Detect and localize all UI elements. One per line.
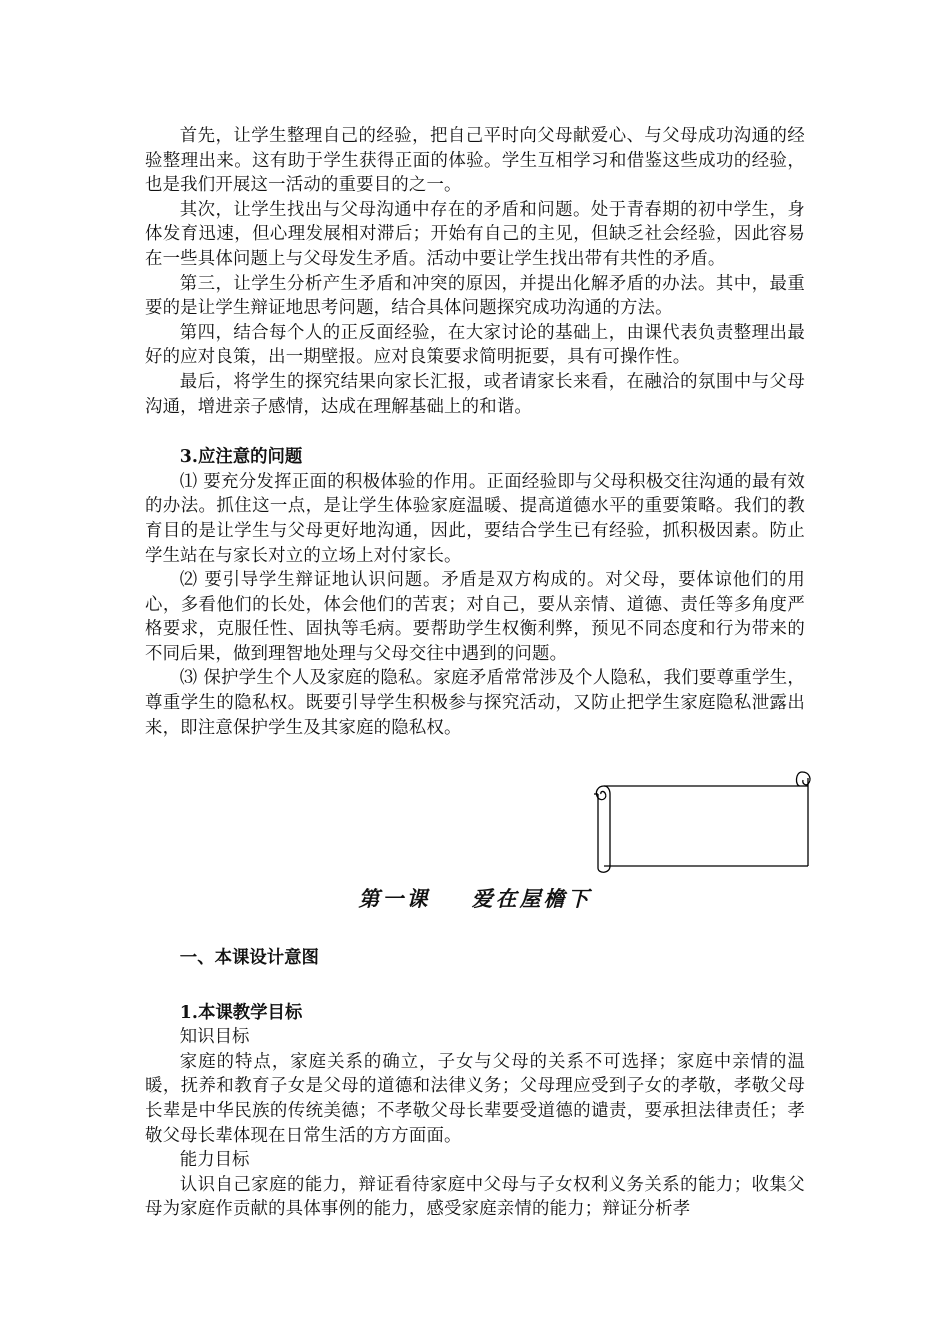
knowledge-goals-text: 家庭的特点，家庭关系的确立，子女与父母的关系不可选择；家庭中亲情的温暖，抚养和教育子女是父母的道德和法律义务；父母理应受到子女的孝敬，孝敬父母长辈是中华民族的传统美德；不孝敬父母长辈要受道德的谴责，要承担法律责任；孝敬父母长辈体现在日常生活的方方面面。 <box>145 1051 805 1146</box>
paragraph-second: 其次，让学生找出与父母沟通中存在的矛盾和问题。处于青春期的初中学生，身体发育迅速，但心理发展相对滞后；开始有自己的主见，但缺乏社会经验，因此容易在一些具体问题上与父母发生矛盾。活动中要让学生找出带有共性的矛盾。 <box>145 199 805 269</box>
section-3-heading: 3.应注意的问题 <box>179 447 303 468</box>
spacer <box>145 419 805 445</box>
design-intent-heading: 一、本课设计意图 <box>179 948 319 968</box>
upper-text-block <box>145 124 805 740</box>
section-3-item-1: ⑴ 要充分发挥正面的积极体验的作用。正面经验即与父母积极交往沟通的最有效的办法。抓住这一点，是让学生体验家庭温暖、提高道德水平的重要策略。我们的教育目的是让学生与父母更好地沟通，因此，要结合学生已有经验，抓积极因素。防止学生站在与家长对立的立场上对付家长。 <box>145 471 805 566</box>
paragraph-fourth: 第四，结合每个人的正反面经验，在大家讨论的基础上，由课代表负责整理出最好的应对良策，出一期壁报。应对良策要求简明扼要，具有可操作性。 <box>145 322 805 368</box>
ability-goals-text: 认识自己家庭的能力，辩证看待家庭中父母与子女权利义务关系的能力；收集父母为家庭作贡献的具体事例的能力，感受家庭亲情的能力；辩证分析孝 <box>145 1174 805 1220</box>
paragraph-first: 首先，让学生整理自己的经验，把自己平时向父母献爱心、与父母成功沟通的经验整理出来。这有助于学生获得正面的体验。学生互相学习和借鉴这些成功的经验，也是我们开展这一活动的重要目的之一。 <box>145 126 805 196</box>
lower-text-block <box>145 946 805 1222</box>
section-3-item-3: ⑶ 保护学生个人及家庭的隐私。家庭矛盾常常涉及个人隐私，我们要尊重学生，尊重学生的隐私权。既要引导学生积极参与探究活动，又防止把学生家庭隐私泄露出来，即注意保护学生及其家庭的隐私权。 <box>145 668 805 738</box>
scroll-banner-icon <box>590 768 815 876</box>
ability-goals-label: 能力目标 <box>179 1150 250 1171</box>
spacer <box>145 971 805 1001</box>
paragraph-third: 第三，让学生分析产生矛盾和冲突的原因，并提出化解矛盾的办法。其中，最重要的是让学生辩证地思考问题，结合具体问题探究成功沟通的方法。 <box>145 273 805 319</box>
lesson-title: 第一课 爱在屋檐下 <box>358 886 592 911</box>
paragraph-last: 最后，将学生的探究结果向家长汇报，或者请家长来看，在融洽的氛围中与父母沟通，增进亲子感情，达成在理解基础上的和谐。 <box>145 371 805 417</box>
knowledge-goals-label: 知识目标 <box>179 1027 250 1048</box>
teaching-goals-heading: 1.本课教学目标 <box>179 1002 303 1023</box>
section-3-item-2: ⑵ 要引导学生辩证地认识问题。矛盾是双方构成的。对父母，要体谅他们的用心，多看他们的长处，体会他们的苦衷；对自己，要从亲情、道德、责任等多角度严格要求，克服任性、固执等毛病。要帮助学生权衡利弊，预见不同态度和行为带来的不同后果，做到理智地处理与父母交往中遇到的问题。 <box>145 570 805 664</box>
